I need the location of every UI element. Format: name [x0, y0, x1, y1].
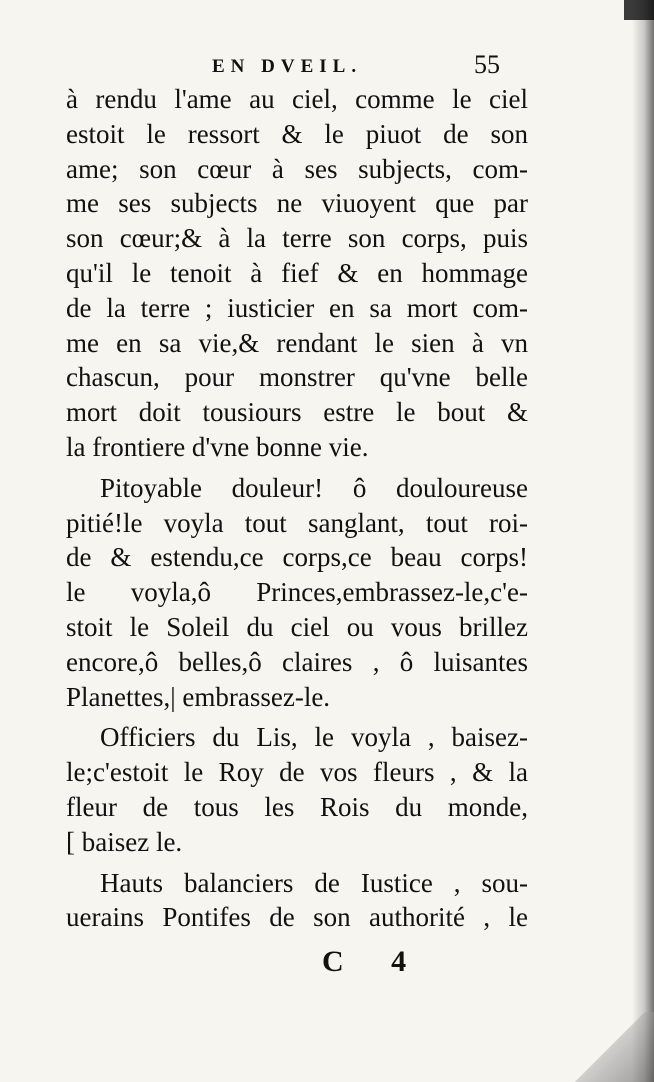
paragraph-1 — [66, 82, 528, 465]
text-line: la frontiere d'vne bonne vie. — [66, 431, 369, 462]
page-curl — [564, 1012, 654, 1082]
text-line: de la terre ; iusticier en sa mort com- — [66, 292, 528, 323]
page-footer — [66, 939, 528, 985]
text-line: Pitoyable douleur! ô douloureuse — [100, 472, 528, 503]
text-line: le voyla,ô Princes,embrassez-le,c'e- — [66, 577, 528, 608]
text-line: de & estendu,ce corps,ce beau corps! — [66, 542, 528, 573]
page-header — [66, 48, 528, 82]
signature-mark: C 4 — [322, 945, 427, 979]
text-line: me en sa vie,& rendant le sien à vn — [66, 327, 528, 358]
text-line: le;c'estoit le Roy de vos fleurs , & la — [66, 757, 528, 788]
text-line: pitié!le voyla tout sanglant, tout roi- — [66, 507, 528, 538]
text-line: stoit le Soleil du ciel ou vous brillez — [66, 611, 528, 642]
paragraph-4 — [66, 866, 528, 936]
text-line: Hauts balanciers de Iustice , sou- — [100, 867, 528, 898]
paragraph-3 — [66, 720, 528, 859]
text-line: fleur de tous les Rois du monde, — [66, 791, 528, 822]
text-line: qu'il le tenoit à fief & en hommage — [66, 257, 528, 288]
page-edge-shadow — [632, 0, 654, 1082]
page-number: 55 — [474, 50, 500, 79]
text-line: [ baisez le. — [66, 826, 183, 857]
text-line: son cœur;& à la terre son corps, puis — [66, 223, 528, 254]
text-line: chascun, pour monstrer qu'vne belle — [66, 362, 528, 393]
text-line: ame; son cœur à ses subjects, com- — [66, 153, 528, 184]
text-line: uerains Pontifes de son authorité , le — [66, 902, 528, 933]
text-line: mort doit tousiours estre le bout & — [66, 397, 528, 428]
text-line: Planettes,| embrassez-le. — [66, 681, 331, 712]
text-line: à rendu l'ame au ciel, comme le ciel — [66, 84, 528, 114]
running-head: EN DVEIL. — [212, 56, 363, 77]
paragraph-2 — [66, 471, 528, 715]
text-line: estoit le ressort & le piuot de son — [66, 118, 528, 149]
text-line: Officiers du Lis, le voyla , baisez- — [100, 722, 528, 753]
text-line: me ses subjects ne viuoyent que par — [66, 188, 528, 219]
text-block — [66, 48, 528, 985]
text-line: encore,ô belles,ô claires , ô luisantes — [66, 646, 528, 677]
